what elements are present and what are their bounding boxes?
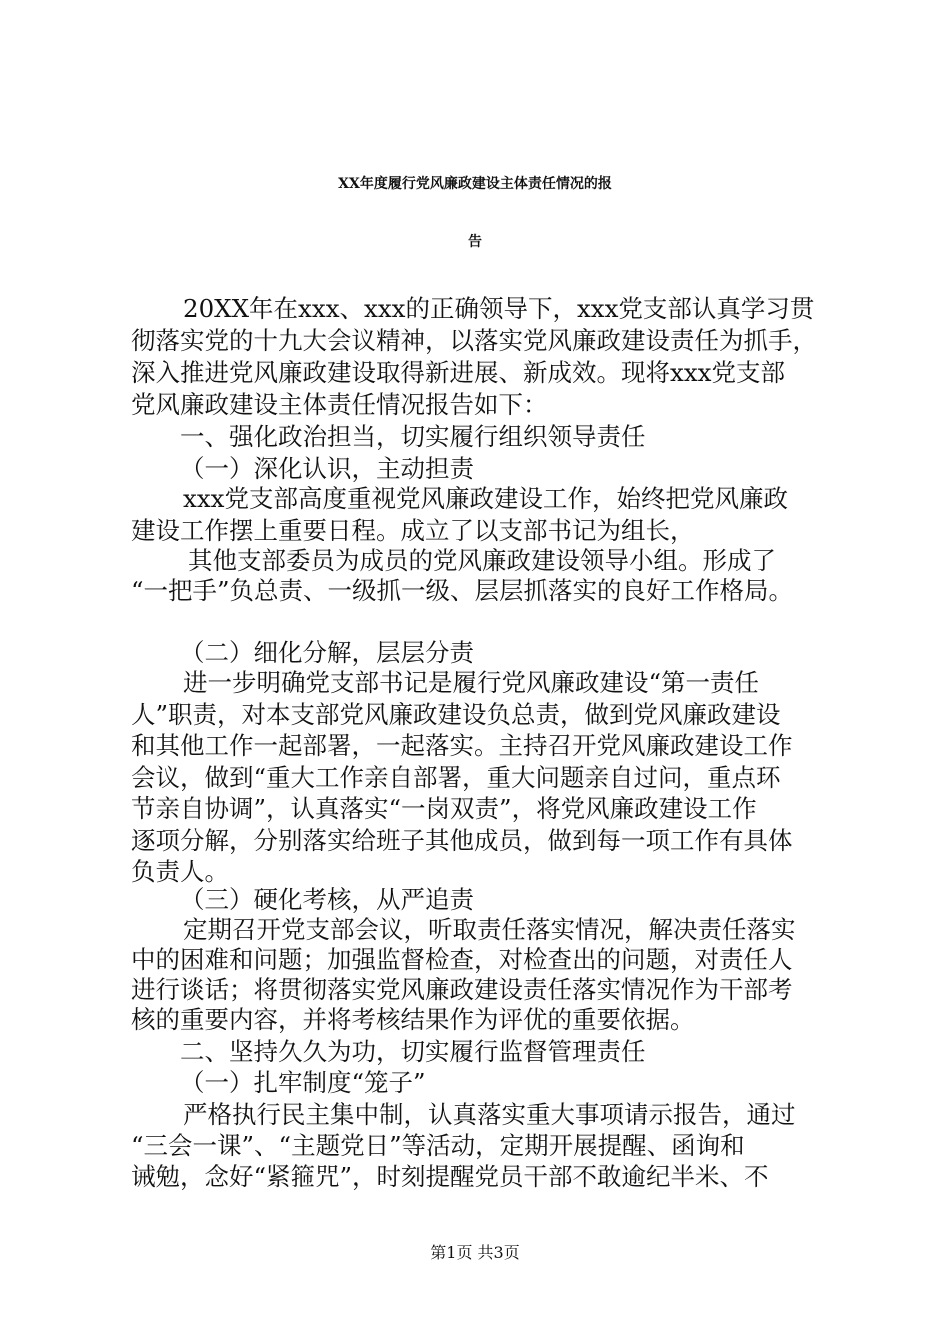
body-line: 定期召开党支部会议，听取责任落实情况，解决责任落实 <box>183 915 796 944</box>
subsection-heading: （一）扎牢制度“笼子” <box>180 1068 426 1097</box>
body-line: 诫勉，念好“紧箍咒”，时刻提醒党员干部不敢逾纪半米、不 <box>131 1162 769 1191</box>
body-line: 和其他工作一起部署，一起落实。主持召开党风廉政建设工作 <box>131 731 793 760</box>
subsection-heading: （二）细化分解，层层分责 <box>180 638 474 667</box>
section-heading: 一、强化政治担当，切实履行组织领导责任 <box>180 422 646 451</box>
document-title-line-1: XX年度履行党风廉政建设主体责任情况的报 <box>338 176 612 192</box>
body-line: 20XX年在xxx、xxx的正确领导下，xxx党支部认真学习贯 <box>183 294 815 323</box>
body-line: 会议，做到“重大工作亲自部署，重大问题亲自过问，重点环 <box>131 763 781 792</box>
subsection-heading: （三）硬化考核，从严追责 <box>180 885 474 914</box>
subsection-heading: （一）深化认识，主动担责 <box>180 454 474 483</box>
body-line: “三会一课”、“主题党日”等活动，定期开展提醒、函询和 <box>131 1131 745 1160</box>
body-line: 党风廉政建设主体责任情况报告如下： <box>131 390 548 419</box>
body-line: 进一步明确党支部书记是履行党风廉政建设“第一责任 <box>183 668 760 697</box>
body-line: 彻落实党的十九大会议精神，以落实党风廉政建设责任为抓手， <box>131 326 817 355</box>
body-line: xxx党支部高度重视党风廉政建设工作，始终把党风廉政 <box>183 484 788 513</box>
document-title-line-2: 告 <box>468 234 482 250</box>
body-line: 负责人。 <box>131 857 229 886</box>
body-line: 建设工作摆上重要日程。成立了以支部书记为组长， <box>131 516 695 545</box>
body-line: 中的困难和问题；加强监督检查，对检查出的问题，对责任人 <box>131 945 793 974</box>
body-line: 其他支部委员为成员的党风廉政建设领导小组。形成了 <box>188 546 776 575</box>
page-footer: 第1页 共3页 <box>430 1243 520 1262</box>
body-line: 逐项分解，分别落实给班子其他成员，做到每一项工作有具体 <box>131 826 793 855</box>
body-line: 深入推进党风廉政建设取得新进展、新成效。现将xxx党支部 <box>131 358 785 387</box>
section-heading: 二、坚持久久为功，切实履行监督管理责任 <box>180 1037 646 1066</box>
body-line: 节亲自协调”，认真落实“一岗双责”，将党风廉政建设工作 <box>131 794 757 823</box>
body-line: 核的重要内容，并将考核结果作为评优的重要依据。 <box>131 1005 695 1034</box>
body-line: 严格执行民主集中制，认真落实重大事项请示报告，通过 <box>183 1100 796 1129</box>
body-line: 进行谈话；将贯彻落实党风廉政建设责任落实情况作为干部考 <box>131 975 793 1004</box>
body-line: “一把手”负总责、一级抓一级、层层抓落实的良好工作格局。 <box>131 576 794 605</box>
body-line: 人”职责，对本支部党风廉政建设负总责，做到党风廉政建设 <box>131 700 781 729</box>
